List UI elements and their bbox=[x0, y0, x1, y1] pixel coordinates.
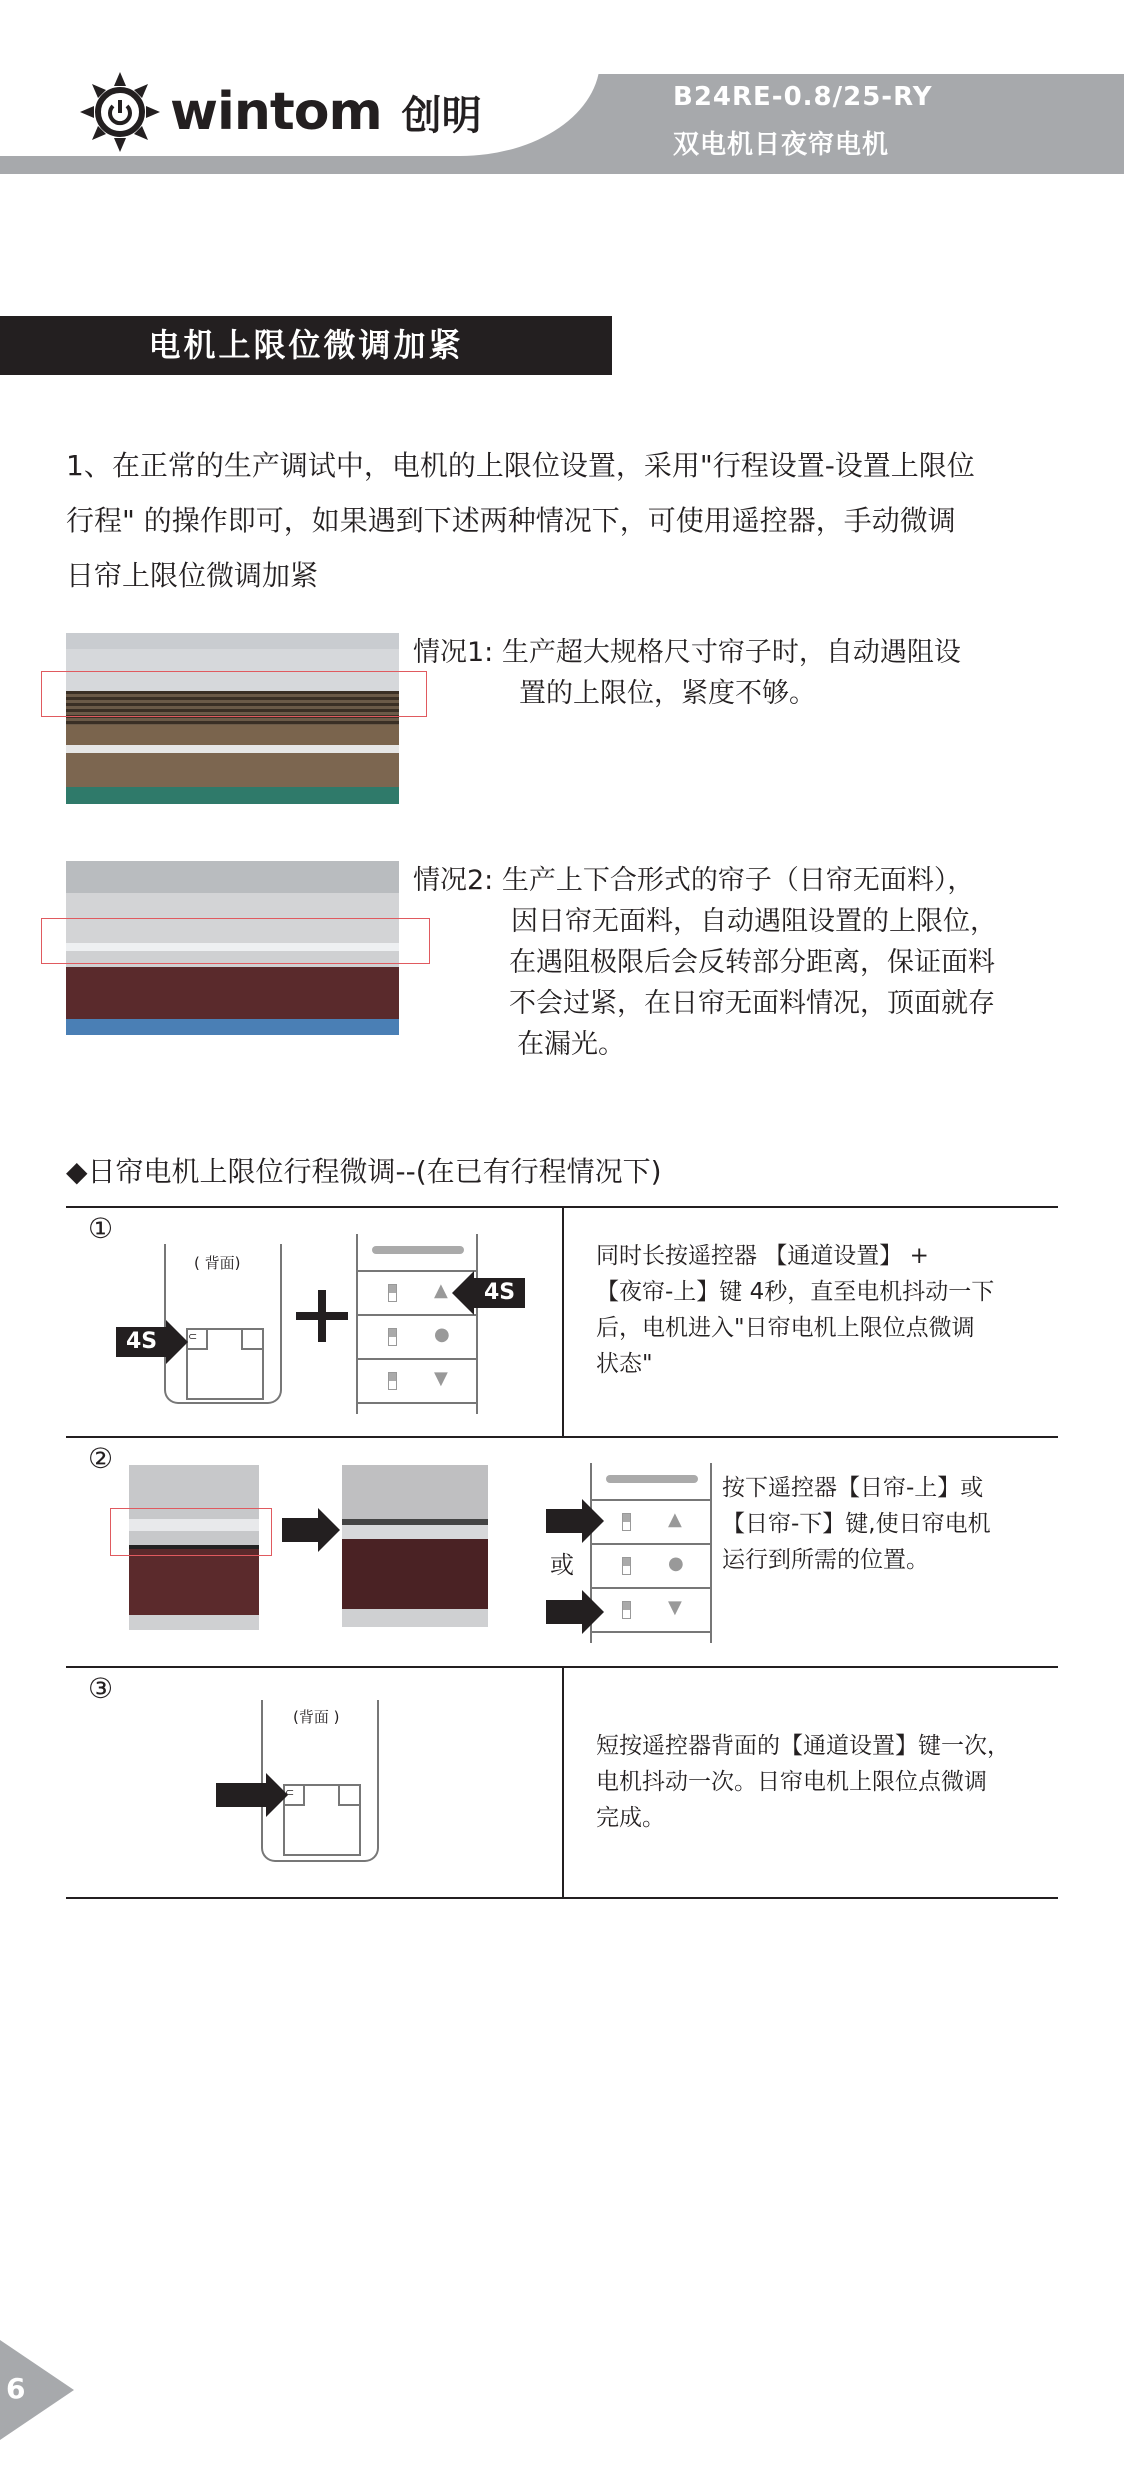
case-line: 因日帘无面料，自动遇阻设置的上限位， bbox=[511, 906, 997, 937]
scroll-wheel-icon bbox=[606, 1475, 698, 1483]
case-line: 置的上限位，紧度不够。 bbox=[519, 678, 816, 709]
case-label: 情况2: bbox=[413, 865, 494, 896]
down-icon: ▼ bbox=[434, 1368, 448, 1389]
desc-line: 短按遥控器背面的【通道设置】键一次， bbox=[596, 1733, 1010, 1759]
brand-name-cn: 创明 bbox=[401, 92, 482, 139]
highlight-box bbox=[110, 1508, 272, 1556]
remote-front-illustration bbox=[356, 1234, 478, 1414]
remote-front-illustration bbox=[590, 1463, 712, 1643]
down-icon: ▼ bbox=[668, 1597, 682, 1618]
intro-line: 日帘上限位微调加紧 bbox=[66, 559, 319, 592]
highlight-box bbox=[41, 918, 430, 964]
channel-button-icon: ⊂ bbox=[283, 1784, 305, 1806]
stop-icon: ● bbox=[434, 1324, 450, 1345]
stop-icon: ● bbox=[668, 1553, 684, 1574]
table-divider bbox=[562, 1666, 564, 1899]
step-number: ② bbox=[88, 1442, 114, 1475]
desc-line: 同时长按遥控器 【通道设置】 + bbox=[596, 1243, 929, 1269]
arrow-right-icon bbox=[166, 1320, 188, 1364]
desc-line: 完成。 bbox=[596, 1805, 665, 1831]
desc-line: 按下遥控器【日帘-上】或 bbox=[722, 1475, 984, 1501]
table-divider bbox=[562, 1206, 564, 1438]
brand-logo bbox=[80, 72, 482, 152]
page-title: 电机上限位微调加紧 bbox=[0, 316, 612, 375]
step-number: ① bbox=[88, 1212, 114, 1245]
back-label: (背面 ) bbox=[293, 1708, 340, 1726]
step2-description bbox=[722, 1470, 991, 1578]
case-line: 生产上下合形式的帘子（日帘无面料）， bbox=[501, 865, 975, 896]
sun-power-icon bbox=[80, 72, 160, 152]
channel-button-icon: ⊂ bbox=[186, 1328, 208, 1350]
intro-paragraph bbox=[66, 438, 1066, 603]
back-label: ( 背面) bbox=[194, 1254, 241, 1272]
highlight-box bbox=[41, 671, 427, 717]
up-icon: ▲ bbox=[668, 1509, 682, 1530]
case-line: 在遇阻极限后会反转部分距离，保证面料 bbox=[509, 947, 995, 978]
section-heading: ◆日帘电机上限位行程微调--(在已有行程情况下) bbox=[66, 1155, 662, 1188]
case-line: 生产超大规格尺寸帘子时，自动遇阻设 bbox=[501, 637, 961, 668]
desc-line: 【日帘-下】键,使日帘电机 bbox=[722, 1511, 991, 1537]
page-number: 6 bbox=[6, 2372, 26, 2405]
step1-description bbox=[596, 1238, 994, 1382]
or-label: 或 bbox=[550, 1551, 574, 1579]
case2-text bbox=[413, 860, 1073, 1065]
arrow-left-icon bbox=[452, 1271, 474, 1315]
after-photo bbox=[342, 1465, 488, 1627]
case1-text bbox=[413, 632, 1053, 714]
arrow-right-icon bbox=[282, 1508, 340, 1552]
arrow-right-icon bbox=[546, 1499, 604, 1543]
product-name: 双电机日夜帘电机 bbox=[673, 130, 890, 160]
case-line: 不会过紧，在日帘无面料情况，顶面就存 bbox=[509, 988, 995, 1019]
intro-line: 行程" 的操作即可，如果遇到下述两种情况下，可使用遥控器，手动微调 bbox=[66, 504, 956, 537]
brand-name: wintom bbox=[170, 82, 382, 142]
desc-line: 后，电机进入"日帘电机上限位点微调 bbox=[596, 1315, 975, 1341]
up-icon: ▲ bbox=[434, 1280, 448, 1301]
arrow-right-icon bbox=[546, 1590, 604, 1634]
case1-photo bbox=[66, 633, 399, 804]
desc-line: 【夜帘-上】键 4秒，直至电机抖动一下 bbox=[596, 1279, 995, 1305]
case-line: 在漏光。 bbox=[517, 1029, 625, 1060]
hold-4s-arrow: 4S bbox=[116, 1327, 167, 1357]
hold-4s-arrow: 4S bbox=[474, 1278, 525, 1308]
case-label: 情况1: bbox=[413, 637, 494, 668]
plus-icon bbox=[296, 1290, 348, 1342]
scroll-wheel-icon bbox=[372, 1246, 464, 1254]
intro-line: 1、在正常的生产调试中，电机的上限位设置，采用"行程设置-设置上限位 bbox=[66, 449, 975, 482]
step-number: ③ bbox=[88, 1672, 114, 1705]
arrow-right-icon bbox=[216, 1773, 288, 1817]
desc-line: 状态" bbox=[596, 1351, 653, 1377]
step3-description bbox=[596, 1728, 1010, 1836]
model-number: B24RE-0.8/25-RY bbox=[673, 82, 933, 112]
desc-line: 运行到所需的位置。 bbox=[722, 1547, 929, 1573]
desc-line: 电机抖动一次。日帘电机上限位点微调 bbox=[596, 1769, 987, 1795]
